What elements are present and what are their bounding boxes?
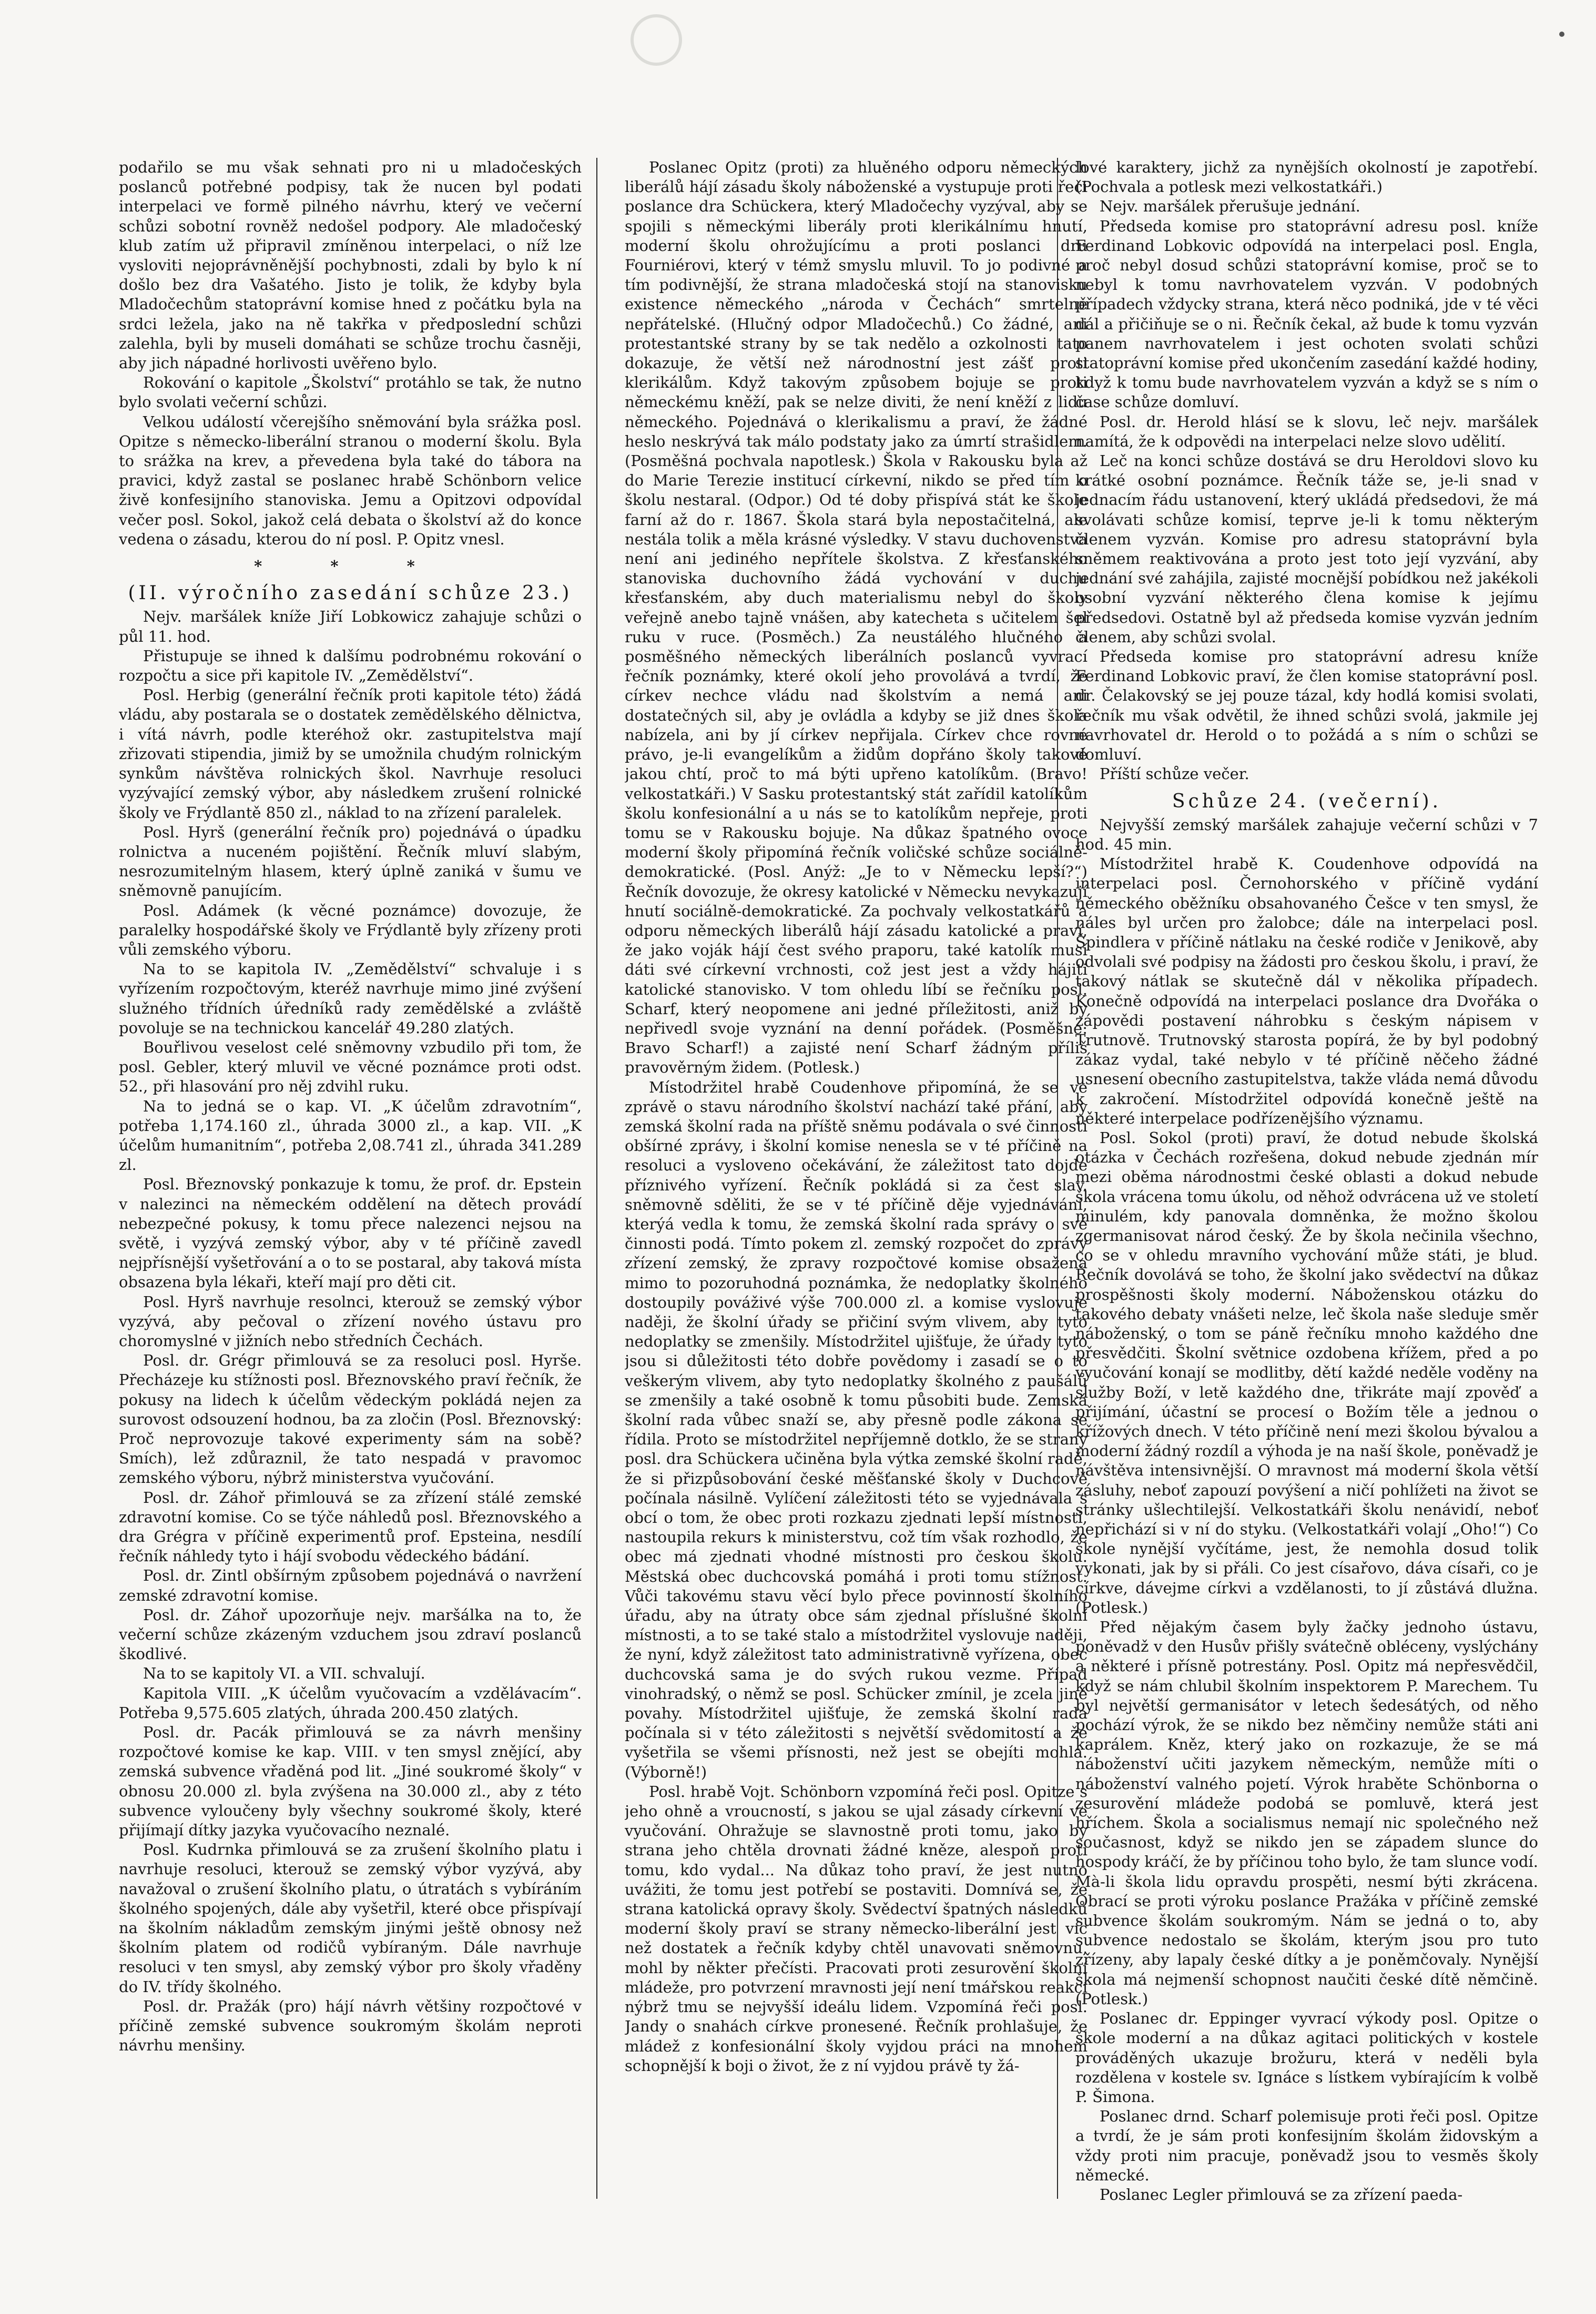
col3-paragraph: lové karaktery, jichž za nynějších okolností je zapotřebí. (Pochvala a potlesk mezi velkostatkáři.) (1075, 158, 1538, 196)
col2-paragraph: Posl. hrabě Vojt. Schönborn vzpomíná řeči posl. Opitze s jeho ohně a vroucností, s jakou se ujal zásady církevní ve vyučování. Ohražuje se slavnostně proti tomu, jako by strana jeho chtěla drovnati žádné kněze, alespoň proti tomu, kdo vydal... Na důkaz toho praví, že jest nutno uvážiti, že tomu jest potřebí se postaviti. Domnívá se, že strana katolická opravy školy. Svědectví špatných následků moderní školy praví se strany německo-liberální jest víc než dostatek a řečník kdyby chtěl unavovati sněmovnu, mohl by někter přečísti. Pracovati proti zesurovění školní mládeže, pro potvrzení mravnosti její není tmářskou reakcí nýbrž tmu se nejvyšší ideálu lidem. Vzpomíná řeči posl. Jandy o snahách církve pronesené. Řečník prohlašuje, že mládež z konfesionální školy vyjdou práci na mnohem schopnější k boji o život, že z ní vyjdou právě ty žá- (625, 1782, 1087, 2075)
col3-paragraph: Nejvyšší zemský maršálek zahajuje večerní schůzi v 7 hod. 45 min. (1075, 815, 1538, 853)
column-2 (625, 158, 1087, 2076)
col3-paragraph: Poslanec Legler přimlouvá se za zřízení paeda- (1100, 2185, 1463, 2204)
col2-paragraph: Poslanec Opitz (proti) za hluěného odporu německých liberálů hájí zásadu školy náboženské a vystupuje proti řeči poslance dra Schückera, který Mladočechy vyzýval, aby se spojili s německými liberály proti klerikálnímu hnutí, moderní školu ohrožujícímu a proti poslanci dru Fourniérovi, který v témž smyslu mluvil. To jo podivné a tím podivnější, že strana mladočeská stojí na stanovisku existence německého „národa v Čechách“ smrtelně nepřátelské. (Hlučný odpor Mladočechů.) Co žádné, ani protestantské strany by se tak nedělo a ozkolnosti tato dokazuje, že větší než národnostní jest zášť proti klerikálům. Když takovým způsobem bojuje se proti německému kněží, pak se nelze diviti, že není kněží z lidu německého. Pojednává o klerikalismu a praví, že žádné heslo neskrývá tak málo podstaty jako za úmrtí strašidlem. (Posměšná pochvala napotlesk.) Škola v Rakousku byla až do Marie Terezie institucí církevní, nikdo se před tím o školu nestaral. (Odpor.) Od té doby přispívá stát ke škole farní až do r. 1867. Škola stará byla nepostačitelná, ale nestála tolik a měla krásné výsledky. V stavu duchovenstva není ani jediného nepřítele školstva. Z křesťanského stanoviska duchovního žádá vychování v duchu křesťanském, aby duch materialismu nebyl do školy veřejně anebo tajně vnášen, aby katecheta s učitelem šel ruku v ruce. (Posměch.) Za neustálého hlučného a posměšného německých liberálních poslanců vyvrací řečník poznámky, které okolí jeho provolává a tvrdí, že církev nechce vládu nad školstvím a nemá ani dostatečných sil, aby je ovládla a kdyby se již dnes škola nabízela, ani by jí církev nepřijala. Církev chce rovné právo, je-li evangelíkům a židům dopřáno školy takové jakou chtí, proč to má býti upřeno katolíkům. (Bravo! velkostatkáři.) V Sasku protestantský stát zařídil katolíkům školu konfesionální a u nás se to katolíkům nepřeje, proti tomu se v Rakousku bojuje. Na důkaz špatného ovoce moderní školy připomíná řečník voličské schůze sociálně-demokratické. (Posl. Anýž: „Je to v Německu lepší?“) Řečník dovozuje, že okresy katolické v Německu nevykazují hnutí sociálně-demokratické. Za pochvaly velkostatkářů a odporu německých liberálů hájí zásadu katolické a praví, že jako voják hájí čest svého praporu, také katolík musí dáti své církevní vrchnosti, což jest jest a vždy hájiti katolické stanovisko. V tom ohledu líbí se řečníku posl. Scharf, který neopomene ani jedné příležitosti, aniž by nepřivedl svoje vyznání na denní pořádek. (Posměšné: Bravo Scharf!) a zajisté není Scharf žádným příliš pravověrným židem. (Potlesk.) (625, 158, 1087, 1077)
col1-paragraph: Na to jedná se o kap. VI. „K účelům zdravotním“, potřeba 1,174.160 zl., úhrada 3000 zl., a kap. VII. „K účelům humanitním“, potřeba 2,08.741 zl., úhrada 341.289 zl. (119, 1097, 582, 1174)
col1-paragraph: Přistupuje se ihned k dalšímu podrobnému rokování o rozpočtu a sice při kapitole IV. „Zemědělství“. (119, 646, 582, 685)
column-3 (1075, 158, 1538, 2205)
col1-paragraph: Posl. Hyrš navrhuje resolnci, kterouž se zemský výbor vyzývá, aby pečoval o zřízení nového ústavu pro choromyslné v jižních nebo středních Čechách. (119, 1292, 582, 1350)
col1-paragraph: Nejv. maršálek kníže Jiří Lobkowicz zahajuje schůzi o půl 11. hod. (119, 608, 582, 645)
session-heading: Schůze 24. (večerní). (1172, 790, 1442, 812)
col3-paragraph: Poslanec dr. Eppinger vyvrací výkody posl. Opitze o škole moderní a na důkaz agitaci politických v kostele prováděných ukazuje brožuru, která v neděli byla rozdělena v kostele sv. Ignáce s lístkem vybírajícím k volbě P. Šimona. (1075, 2009, 1538, 2106)
col3-paragraph: Předseda komise pro statoprávní adresu posl. kníže Ferdinand Lobkovic odpovídá na interpelaci posl. Engla, proč nebyl dosud schůzi statoprávní komise, proč se to nebyl k tomu navrhovatelem vyzván. V podobných případech vždycky strana, která něco podniká, jde v té věci dál a přičiňuje se o ni. Řečník čekal, až bude k tomu vyzván panem navrhovatelem i jest ochoten svolati schůzi statoprávní komise před ukončením zasedání každé hodiny, když k tomu bude navrhovatelem vyzván a když se s ním o čase schůze domluví. (1075, 217, 1538, 411)
col3-paragraph: Předseda komise pro statoprávní adresu kníže Ferdinand Lobkovic praví, že člen komise statoprávní posl. dr. Čelakovský se jej pouze tázal, kdy hodlá komisi svolati, řečník mu však odvětil, že ihned schůzi svolá, jakmile jej navrhovatel dr. Herold o to požádá a s ním o schůzi se domluví. (1075, 648, 1538, 764)
col1-paragraph: Posl. dr. Zintl obšírným způsobem pojednává o navržení zemské zdravotní komise. (119, 1567, 582, 1604)
col3-paragraph: Před nějakým časem byly žačky jednoho ústavu, poněvadž v den Husův přišly svátečně obléceny, vyslýchány a některé i přísně potrestány. Posl. Opitz má nepřesvědčil, když se nám chlubil školním inspektorem P. Marechem. Tu byl největší germanisátor v letech šedesátých, od něho pochází výrok, že se nikdo bez němčiny nemůže státi ani kaprálem. Kněz, který jako on rozkazuje, že se má náboženství učiti jazykem německým, nemůže míti o náboženství valného pojetí. Výrok hraběte Schönborna o zesurovění mládeže podobá se pomluvě, která jest hříchem. Škola a socialismus nemají nic společného než současnost, když se nikdo jen se západem slunce do hospody kráčí, že by příčinou toho bylo, že tam slunce vodí. Mà-li škola lidu opravdu prospěti, nesmí býti zkrácena. Obrací se proti výroku poslance Pražáka v příčině zemské subvence školám soukromým. Nám se jedná o to, aby subvence nedostalo se školám, kterým jsou pro tuto zřízeny, aby lapaly české dítky a je poněmčovaly. Nynější škola má nejmenší schopnost naučiti české dítě němčině. (Potlesk.) (1075, 1618, 1538, 2008)
session-heading: (II. výročního zasedání schůze 23.) (128, 582, 573, 604)
section-divider: * * * (254, 557, 446, 575)
corner-dot (1559, 32, 1564, 37)
col1-paragraph: Kapitola VIII. „K účelům vyučovacím a vzdělávacím“. Potřeba 9,575.605 zlatých, úhrada 200.450 zlatých. (119, 1684, 582, 1722)
col1-paragraph: Posl. dr. Pražák (pro) hájí návrh většiny rozpočtové v příčině zemské subvence soukromým školám neproti návrhu menšiny. (119, 1997, 582, 2055)
col3-paragraph: Poslanec drnd. Scharf polemisuje proti řeči posl. Opitze a tvrdí, že je sám proti konfesijním školám židovským a vždy proti nim pracuje, poněvadž jsou to vesměs školy německé. (1075, 2107, 1538, 2184)
col1-paragraph: Velkou událostí včerejšího sněmování byla srážka posl. Opitze s německo-liberální stranou o moderní školu. Byla to srážka na krev, a převedena byla také do tábora na pravici, když zastal se poslanec hrabě Schönborn velice živě konfesijního stanoviska. Jemu a Opitzovi odpovídal večer posl. Sokol, jakož celá debata o školství až do konce vedena o zásadu, kterou do ní posl. P. Opitz vnesl. (119, 412, 582, 548)
col1-paragraph: Posl. Hyrš (generální řečník pro) pojednává o úpadku rolnictva a nuceném pojištění. Řečník mluví slabým, nesrozumitelným hlasem, který úplně zaniká v šumu ve sněmovně panujícím. (119, 823, 582, 900)
col1-paragraph: podařilo se mu však sehnati pro ni u mladočeských poslanců potřebné podpisy, tak že nucen byl podati interpelaci ve formě pilného návrhu, který ve večerní schůzi sobotní rovněž nedošel podpory. Ale mladočeský klub zatím už připravil zmíněnou interpelaci, o níž lze vysloviti nejoprávněnější pochybnosti, zdali by bylo k ní došlo bez dra Vašatého. Jisto je tolik, že kdyby byla Mladočechům statoprávní komise hned z počátku byla na srdci ležela, jako na ně takřka v předposlední schůzi zalehla, byli by museli domáhati se schůze trochu časněji, aby jich nápadné horlivosti uvěřeno bylo. (119, 158, 582, 372)
col1-paragraph: Posl. dr. Záhoř upozorňuje nejv. maršálka na to, že večerní schůze zkázeným vzduchem jsou zdraví poslanců škodlivé. (119, 1605, 582, 1663)
col3-paragraph: Leč na konci schůze dostává se dru Heroldovi slovo ku krátké osobní poznámce. Řečník táže se, je-li snad v jednacím řádu ustanovení, který ukládá předsedovi, že má svolávati schůze komisí, teprve je-li k tomu některým členem vyzván. Komise pro adresu statoprávní byla sněmem reaktivována a proto jest toto její vyzvání, aby jednání své zahájila, zajisté mocnější pobídkou než jakékoli osobní vyzvání některého člena komise k jejímu předsedovi. Ostatně byl až předseda komise vyzván jedním členem, aby schůzi svolal. (1075, 452, 1538, 646)
col3-paragraph: Místodržitel hrabě K. Coudenhove odpovídá na interpelaci posl. Černohorského v příčině vydání německého oběžníku obsahovaného Češce v ten smysl, že náles byl určen pro žalobce; dále na interpelaci posl. Špindlera v příčině nátlaku na české rodiče v Jenikově, aby odvolali své podpisy na žádosti pro českou školu, i praví, že takový nátlak se skutečně dál v několika případech. Konečně odpovídá na interpelaci poslance dra Dvořáka o zápovědi postavení náhrobku s českým nápisem v Trutnově. Trutnovský starosta popírá, že by byl podobný zákaz vydal, také nebylo v té příčině něčeho žádné usnesení obecního zastupitelstva, takže vláda nemá důvodu k zakročení. Místodržitel odpovídá konečně ještě na některé interpelace podřízenějšího významu. (1075, 855, 1538, 1127)
col3-paragraph: Posl. dr. Herold hlásí se k slovu, leč nejv. maršálek namítá, že k odpovědi na interpelaci nelze slovo udělití. (1075, 412, 1538, 450)
faded-stamp-mark (625, 8, 688, 72)
col1-paragraph: Posl. dr. Záhoř přimlouvá se za zřízení stálé zemské zdravotní komise. Co se týče náhledů posl. Březnovského a dra Grégra v příčině experimentů prof. Epsteina, nesdílí řečník náhledy tyto i hájí svobodu vědeckého bádání. (119, 1488, 582, 1565)
col1-paragraph: Bouřlivou veselost celé sněmovny vzbudilo při tom, že posl. Gebler, který mluvil ve věcné poznámce proti odst. 52., při hlasování pro něj zdvihl ruku. (119, 1038, 582, 1096)
col1-paragraph: Na to se kapitoly VI. a VII. schvalují. (143, 1664, 425, 1683)
column-1 (119, 158, 582, 2056)
col3-paragraph: Posl. Sokol (proti) praví, že dotud nebude školská otázka v Čechách rozřešena, dokud nebude zjednán mír mezi oběma národnostmi české oblasti a dokud nebude škola vrácena tomu úkolu, od něhož odvrácena už ve století minulém, kdy panovala domněnka, že možno školou zgermanisovat národ český. Že by škola nečinila všechno, co se v ohledu mravního vychování může státi, je blud. Řečník dovolává se toho, že školní jako svědectví na důkaz prospěšnosti školy moderní. Náboženskou otázku do takového debaty vnášeti nelze, leč škola naše sleduje směr náboženský, o tom se páně řečníku mnoho každého dne přesvědčiti. Školní světnice ozdobena křížem, před a po vyučování konají se modlitby, dětí každé neděle voděny na služby Boží, v letě každého dne, třikráte mají zpověď a přijímání, účastní se procesí o Božím těle a jednou o křížových dnech. V této příčině není mezi školou bývalou a moderní žádný rozdíl a výhoda je na naší škole, poněvadž je návštěva intensivnější. O mravnost má moderní škola větší zásluhy, neboť zapouzí povýšení a ničí pohlížeti na život se stránky ušlechtilejší. Velkostatkáři školu nenávidí, neboť nepřichází si v ní do styku. (Velkostatkáři volají „Oho!“) Co škole nynější vyčítáme, jest, že nemohla dosud tolik vykonati, jak by si přáli. Co jest císařovo, dáva císaři, co je církve, dávejme církvi a vzdělanosti, to jí zůstává dlužna. (Potlesk.) (1075, 1128, 1538, 1616)
col1-paragraph: Na to se kapitola IV. „Zemědělství“ schvaluje i s vyřízením rozpočtovým, kteréž navrhuje mimo jiné zvýšení služného třídních úředníků rady zemědělské a zvláště povoluje se na technickou kancelář 49.280 zlatých. (119, 960, 582, 1037)
col1-paragraph: Posl. Adámek (k věcné poznámce) dovozuje, že paralelky hospodářské školy ve Frýdlantě byly zřízeny proti vůli zemského výboru. (119, 901, 582, 958)
col1-paragraph: Posl. Březnovský ponkazuje k tomu, že prof. dr. Epstein v nalezinci na německém oddělení na dětech provádí nebezpečné pokusy, k tomu přece nalezenci nejsou na světě, i vyzývá zemský výbor, aby v té příčině zavedl nejpřísnější vyšetřování a o to se postaral, aby taková místa obsazena byla lékaři, kteří mají pro děti cit. (119, 1175, 582, 1291)
col1-paragraph: Posl. dr. Pacák přimlouvá se za návrh menšiny rozpočtové komise ke kap. VIII. v ten smysl znějící, aby zemská subvence vřaděná pod lit. „Jiné soukromé školy“ v obnosu 20.000 zl. byla zvýšena na 30.000 zl., aby z této subvence vyloučeny byly všechny soukromé školy, které přijímají dítky jazyka vyučovacího neznalé. (119, 1723, 582, 1840)
col1-paragraph: Posl. Kudrnka přimlouvá se za zrušení školního platu i navrhuje resoluci, kterouž se zemský výbor vyzývá, aby navažoval o zrušení školního platu, o útratách s vybíráním školného spojených, dále aby vyšetřil, které obce přispívají na školním nákladům zemským jinými ještě obnosy než školním platem od rodičů vybíraným. Dále navrhuje resoluci v ten smysl, aby zemský výbor pro školy vřaděny do IV. třídy školného. (119, 1841, 582, 1996)
col1-paragraph: Posl. Herbig (generální řečník proti kapitole této) žádá vládu, aby postarala se o dostatek zemědělského dělnictva, i vítá návrh, podle kteréhož okr. zastupitelstva mají zřizovati stipendia, jimiž by se umožnila chudým rolnickým synkům návštěva rolnických škol. Navrhuje resoluci vyzývající zemský výbor, aby následkem zrušení rolnické školy ve Frýdlantě 850 zl., náklad to na zřízení paralelek. (119, 686, 582, 822)
col1-paragraph: Posl. dr. Grégr přimlouvá se za resoluci posl. Hyrše. Přecházeje ku stížnosti posl. Březnovského praví řečník, že pokusy na lidech k účelům vědeckým pokládá nejen za surovost odsouzení hodnou, ba za zločin (Posl. Březnovský: Proč neprovozuje takové experimenty sám na sobě? Smích), lež zdůraznil, že tato nespadá v pravomoc zemského výboru, nýbrž ministerstva vyučování. (119, 1351, 582, 1487)
col3-paragraph: Příští schůze večer. (1100, 765, 1249, 783)
column-rule-1 (596, 158, 597, 2199)
col2-paragraph: Místodržitel hrabě Coudenhove připomíná, že se ve zprávě o stavu národního školství nachází také přání, aby zemská školní rada na příště sněmu podávala o své činnosti obšírné zprávy, i školní komise nenesla se v té příčině na resoluci a vysloveno očekávání, že záležitost tato dojde příznivého vyřízení. Řečník pokládá si za čest slav. sněmovně sděliti, že se v té příčině děje vyjednávání, kterýá vedla k tomu, že zemská školní rada správy o své činnosti podá. Tímto pokem zl. zemský rozpočet do zprávy zřízení zemský, že zpravy rozpočtové komise obsažena mimo to pozoruhodná poznámka, že nedoplatky školného dostoupily pováživé výše 700.000 zl. a komise vyslovuje naději, že školní úřady se přičiní svým vlivem, aby tyto nedoplatky se zmenšily. Místodržitel ujišťuje, že úřady tyto jsou si důležitosti této dobře povědomy i zasadí se o to veškerým vlivem, aby tyto nedoplatky školného z paušálů se zmenšily a také osobně k tomu působiti bude. Zemská školní rada vůbec snaží se, aby přesně podle zákona se řídila. Proto se místodržitel nepříjemně dotklo, že se strany posl. dra Schückera učiněna byla výtka zemské školní radě, že si přizpůsobování české měšťanské školy v Duchcově počínala násilně. Vylíčení záležitosti této se vyjednávala s obcí o tom, že obec proti rozkazu zjednati lepší místnosti, nastoupila rekurs k ministerstvu, což tím však rozhodlo, že obec má zjednati vhodné místnosti pro českou školu. Městská obec duchcovská pomáhá i proti tomu stížnost. Vůči takovému stavu věcí bylo přece povinností školního úřadu, aby na útraty obce sám zjednal příslušné školní místnosti, a to se také stalo a místodržitel vyslovuje naději, že nyní, když záležitost tato administrativně vyřízena, obec duchcovská sama je do svých rukou vezme. Případ vinohradský, o němž se posl. Schücker zmínil, je zcela jiné povahy. Místodržitel ujišťuje, že zemská školní rada počínala si v této záležitosti s největší svědomitostí a že vyšetřila se všemi přísnosti, než jest se obejíti mohla. (Výborně!) (625, 1078, 1087, 1781)
col1-paragraph: Rokování o kapitole „Školství“ protáhlo se tak, že nutno bylo svolati večerní schůzi. (119, 373, 582, 411)
col3-paragraph: Nejv. maršálek přerušuje jednání. (1100, 197, 1360, 216)
